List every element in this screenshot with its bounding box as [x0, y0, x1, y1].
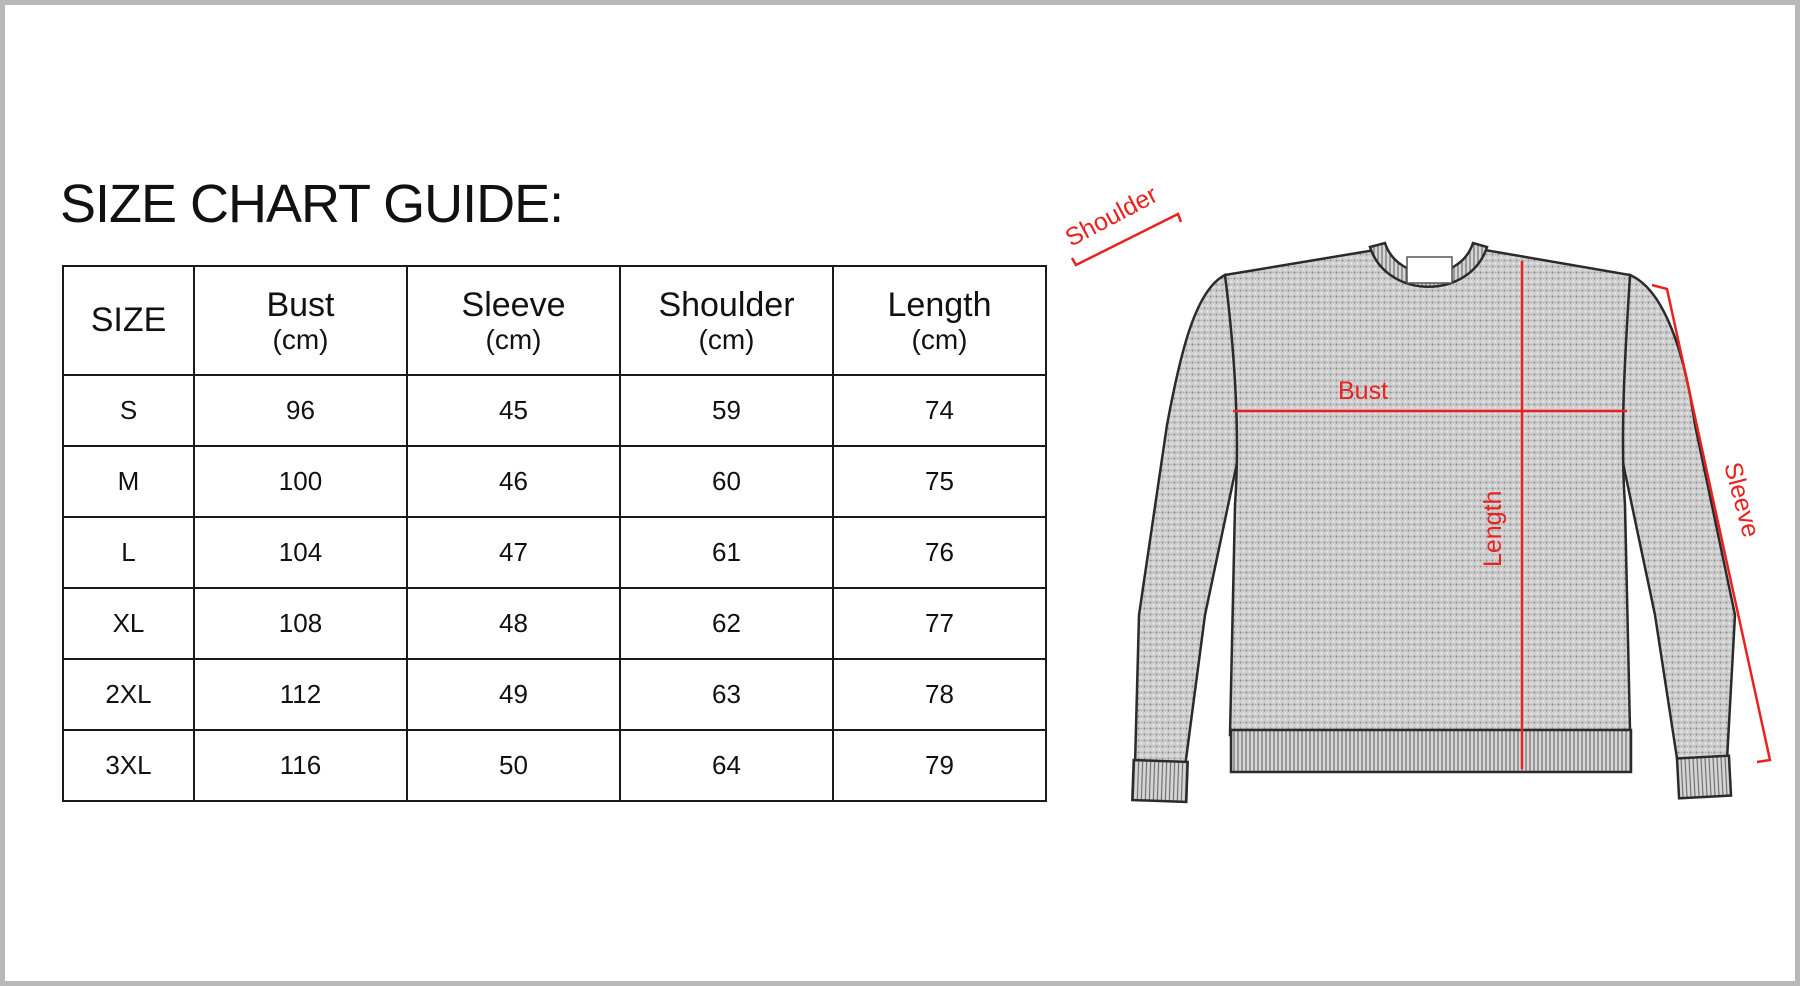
shoulder-column-header: [620, 266, 833, 375]
sweater-measurement-diagram: [1060, 175, 1766, 855]
page-title: SIZE CHART GUIDE:: [60, 174, 564, 234]
sleeve-cell: 45: [407, 375, 620, 446]
bust-cell: 108: [194, 588, 407, 659]
shoulder-label: Shoulder: [1060, 180, 1163, 253]
table-row: [63, 446, 1046, 517]
bust-label: Bust: [1338, 377, 1389, 405]
sleeve-cell: 50: [407, 730, 620, 801]
sleeve-cell: 49: [407, 659, 620, 730]
shoulder-cell: 64: [620, 730, 833, 801]
size-cell: S: [63, 375, 194, 446]
table-header-row: [63, 266, 1046, 375]
column-name: Shoulder: [658, 285, 795, 324]
column-name: Length: [887, 285, 992, 324]
bust-cell: 112: [194, 659, 407, 730]
left-cuff: [1132, 760, 1187, 802]
table-row: [63, 517, 1046, 588]
length-cell: 76: [833, 517, 1046, 588]
column-unit: (cm): [272, 323, 329, 355]
sleeve-column-header: [407, 266, 620, 375]
sweater-body: [1225, 250, 1630, 735]
column-name: Sleeve: [461, 285, 566, 324]
table-row: [63, 588, 1046, 659]
sleeve-cell: 47: [407, 517, 620, 588]
bust-column-header: [194, 266, 407, 375]
size-cell: XL: [63, 588, 194, 659]
bust-cell: 96: [194, 375, 407, 446]
shoulder-cell: 62: [620, 588, 833, 659]
left-sleeve: [1135, 275, 1245, 767]
table-row: [63, 730, 1046, 801]
table-row: [63, 375, 1046, 446]
size-cell: 3XL: [63, 730, 194, 801]
size-column-header: [63, 266, 194, 375]
shoulder-cell: 61: [620, 517, 833, 588]
column-name: Bust: [266, 285, 335, 324]
length-cell: 79: [833, 730, 1046, 801]
length-cell: 78: [833, 659, 1046, 730]
length-cell: 77: [833, 588, 1046, 659]
hem-rib: [1231, 730, 1631, 772]
shoulder-cell: 59: [620, 375, 833, 446]
column-unit: (cm): [698, 323, 755, 355]
length-column-header: [833, 266, 1046, 375]
size-header-label: SIZE: [90, 301, 167, 339]
sleeve-cell: 48: [407, 588, 620, 659]
neck-tag: [1407, 257, 1452, 283]
sleeve-cell: 46: [407, 446, 620, 517]
shoulder-cell: 63: [620, 659, 833, 730]
sweater-illustration: [1060, 175, 1766, 855]
sleeve-label: Sleeve: [1718, 459, 1766, 541]
bust-cell: 100: [194, 446, 407, 517]
length-label: Length: [1479, 490, 1507, 567]
bust-cell: 104: [194, 517, 407, 588]
length-cell: 74: [833, 375, 1046, 446]
size-chart-table: [62, 265, 1047, 802]
column-unit: (cm): [911, 323, 968, 355]
bust-cell: 116: [194, 730, 407, 801]
shoulder-cell: 60: [620, 446, 833, 517]
size-cell: M: [63, 446, 194, 517]
column-unit: (cm): [485, 323, 542, 355]
table-row: [63, 659, 1046, 730]
size-cell: L: [63, 517, 194, 588]
size-cell: 2XL: [63, 659, 194, 730]
right-cuff: [1677, 756, 1731, 799]
length-cell: 75: [833, 446, 1046, 517]
